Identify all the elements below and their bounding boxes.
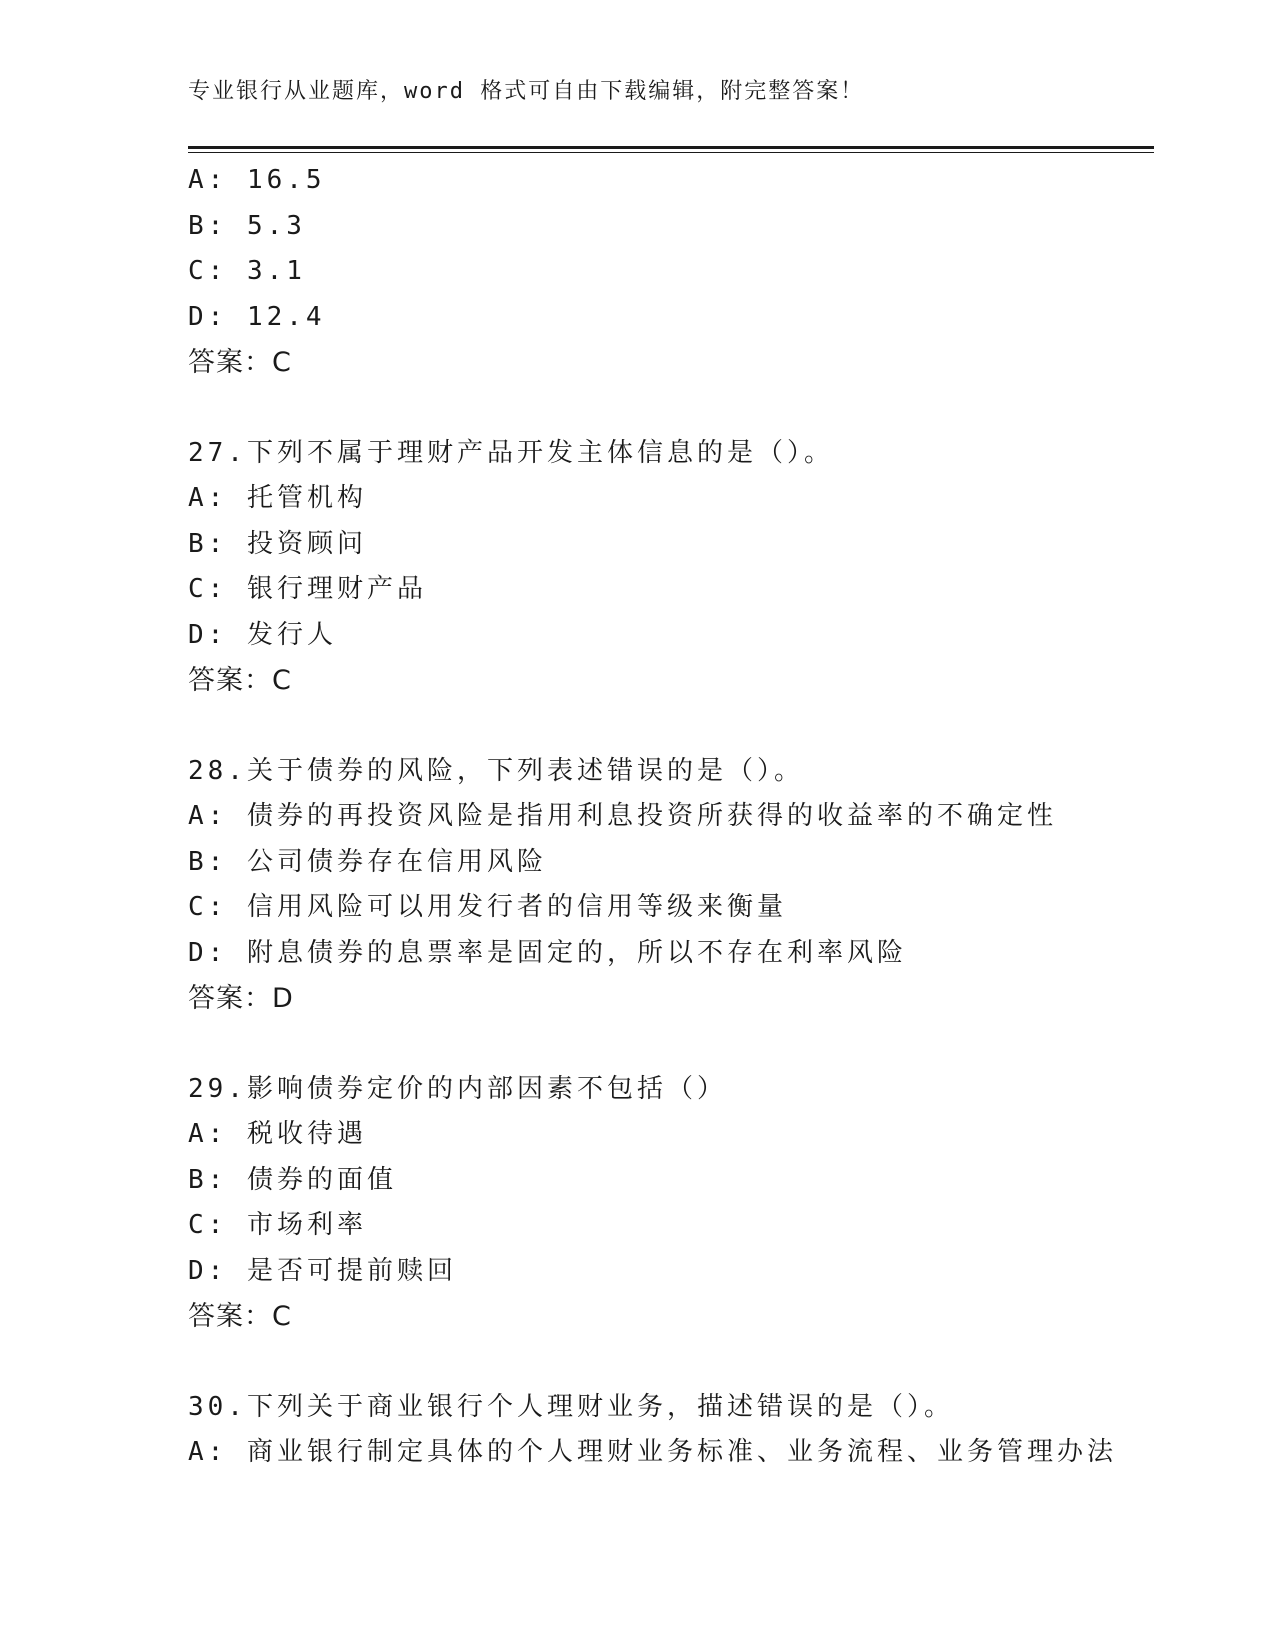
header-divider bbox=[188, 146, 1154, 149]
question-stem: 29.影响债券定价的内部因素不包括（） bbox=[188, 1073, 727, 1104]
question-stem: 30.下列关于商业银行个人理财业务，描述错误的是（）。 bbox=[188, 1391, 954, 1422]
option-d: D: 附息债券的息票率是固定的，所以不存在利率风险 bbox=[188, 937, 907, 968]
question-27 bbox=[188, 431, 1154, 704]
question-26-continued bbox=[188, 158, 1154, 386]
spacer bbox=[188, 1022, 1154, 1067]
answer-line: 答案：C bbox=[188, 347, 292, 378]
option-b: B: 投资顾问 bbox=[188, 528, 367, 559]
option-b: B: 债券的面值 bbox=[188, 1164, 397, 1195]
question-stem: 28.关于债券的风险，下列表述错误的是（）。 bbox=[188, 755, 804, 786]
option-b: B: 5.3 bbox=[188, 210, 306, 241]
question-content bbox=[188, 158, 1154, 1476]
option-a: A: 托管机构 bbox=[188, 483, 367, 513]
option-d: D: 是否可提前赎回 bbox=[188, 1255, 457, 1286]
spacer bbox=[188, 1340, 1154, 1385]
option-a: A: 税收待遇 bbox=[188, 1119, 367, 1149]
spacer bbox=[188, 704, 1154, 749]
question-28 bbox=[188, 749, 1154, 1022]
answer-line: 答案：C bbox=[188, 665, 292, 696]
answer-line: 答案：C bbox=[188, 1301, 292, 1332]
option-b: B: 公司债券存在信用风险 bbox=[188, 846, 547, 877]
option-d: D: 发行人 bbox=[188, 619, 337, 650]
option-c: C: 市场利率 bbox=[188, 1210, 367, 1240]
question-29 bbox=[188, 1067, 1154, 1340]
question-30 bbox=[188, 1385, 1154, 1476]
spacer bbox=[188, 386, 1154, 431]
option-a: A: 16.5 bbox=[188, 165, 326, 195]
option-c: C: 信用风险可以用发行者的信用等级来衡量 bbox=[188, 892, 787, 922]
option-d: D: 12.4 bbox=[188, 301, 326, 332]
option-a: A: 商业银行制定具体的个人理财业务标准、业务流程、业务管理办法 bbox=[188, 1437, 1117, 1467]
answer-line: 答案：D bbox=[188, 983, 294, 1014]
page-header-text: 专业银行从业题库，word 格式可自由下载编辑，附完整答案！ bbox=[188, 79, 865, 104]
option-c: C: 银行理财产品 bbox=[188, 574, 427, 604]
option-c: C: 3.1 bbox=[188, 256, 306, 286]
question-stem: 27.下列不属于理财产品开发主体信息的是（）。 bbox=[188, 437, 834, 468]
option-a: A: 债券的再投资风险是指用利息投资所获得的收益率的不确定性 bbox=[188, 801, 1057, 831]
